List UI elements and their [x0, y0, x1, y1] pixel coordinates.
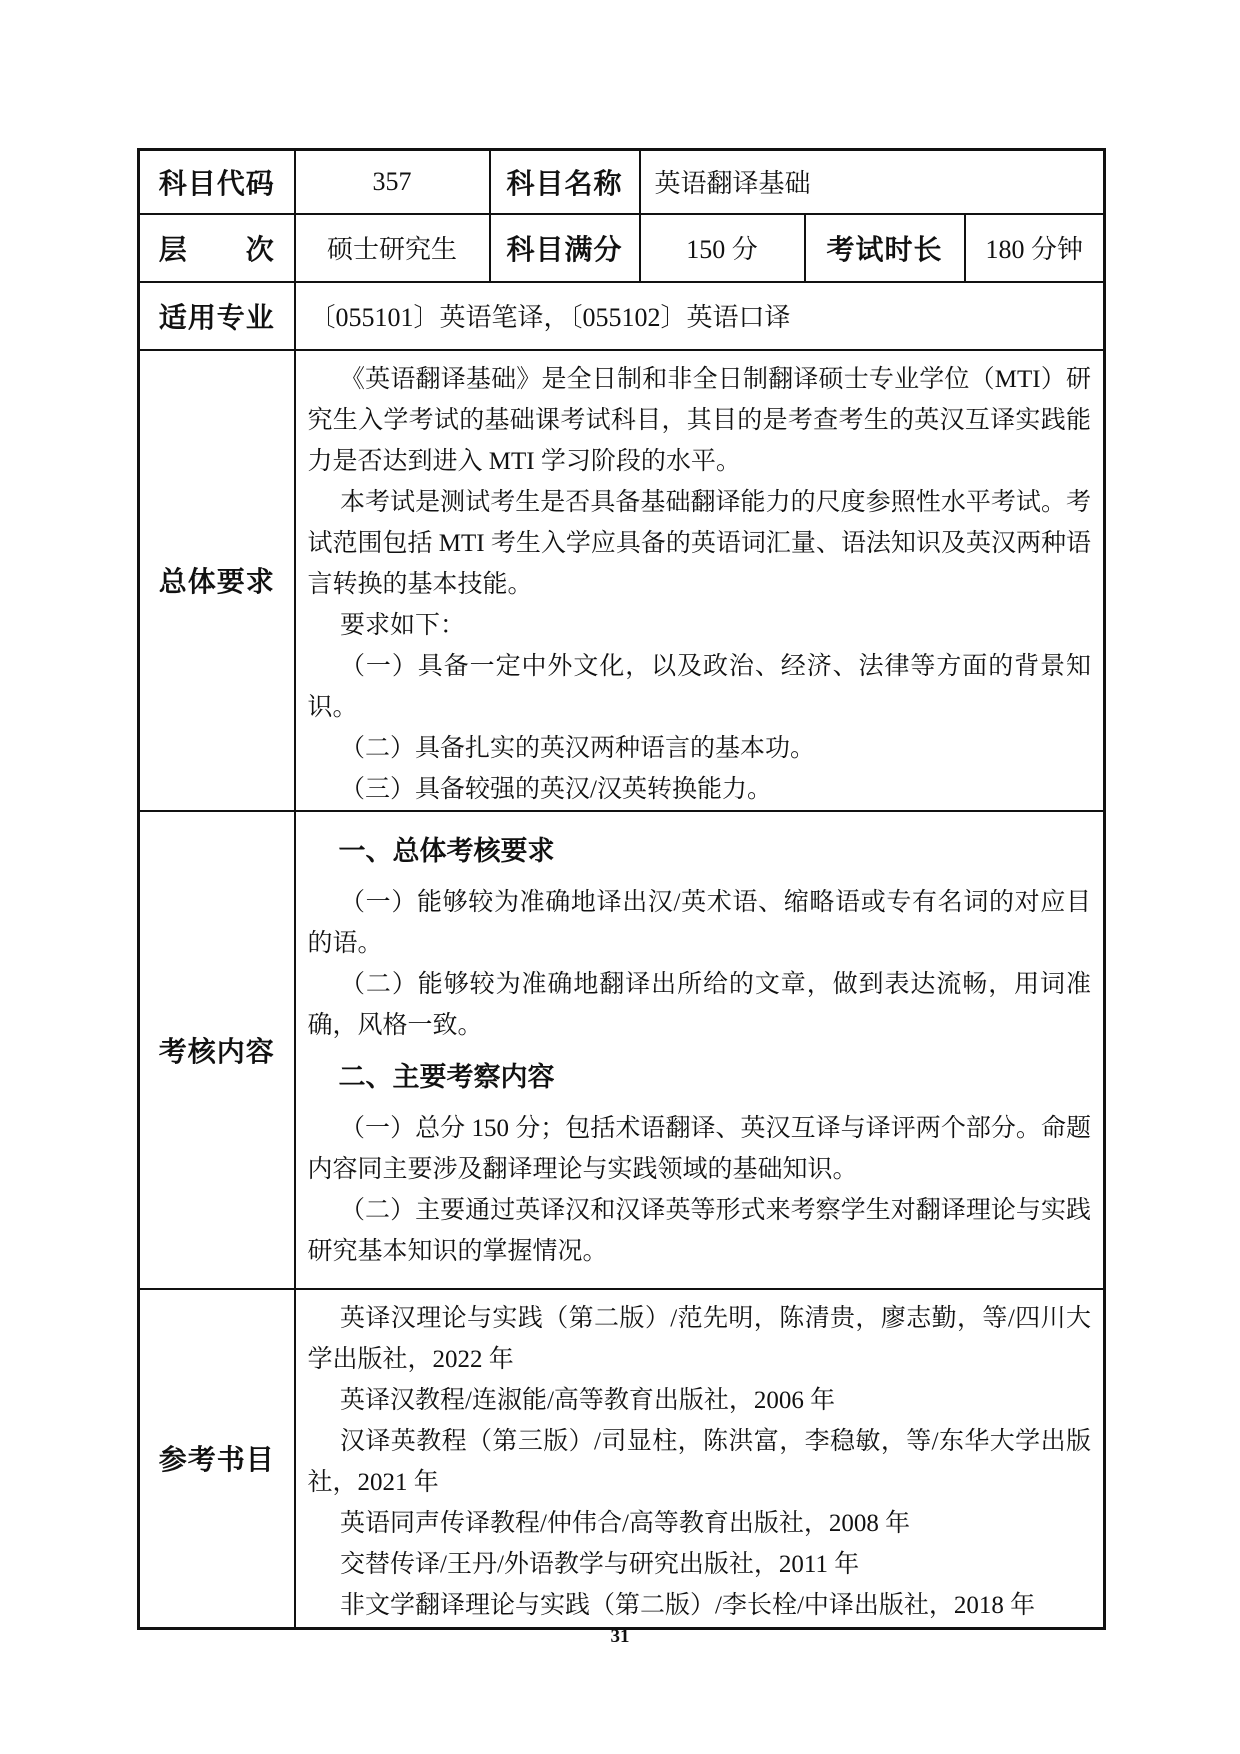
- level-value: 硕士研究生: [295, 214, 490, 282]
- reference-book-item: 非文学翻译理论与实践（第二版）/李长栓/中译出版社，2018 年: [340, 1591, 1036, 1619]
- overall-requirements-label: 总体要求: [139, 350, 295, 811]
- table-row: [139, 214, 1105, 282]
- reference-books-label: 参考书目: [139, 1289, 295, 1629]
- overall-requirements-paragraph: （二）具备扎实的英汉两种语言的基本功。: [340, 734, 816, 762]
- table-row: [139, 282, 1105, 350]
- subject-name-label: 科目名称: [490, 150, 640, 214]
- full-score-label: 科目满分: [490, 214, 640, 282]
- table-row: [139, 150, 1105, 214]
- overall-requirements-paragraph: 要求如下：: [340, 611, 466, 639]
- subject-code-value: 357: [295, 150, 490, 214]
- assessment-content-content: [295, 811, 1105, 1289]
- exam-duration-value: 180 分钟: [965, 214, 1105, 282]
- table-row: [139, 1289, 1105, 1629]
- level-label: 层 次: [139, 214, 295, 282]
- assessment-content-paragraph: （二）能够较为准确地翻译出所给的文章，做到表达流畅，用词准确，风格一致。: [307, 970, 1091, 1039]
- assessment-content-paragraph: （一）能够较为准确地译出汉/英术语、缩略语或专有名词的对应目的语。: [307, 888, 1091, 957]
- overall-requirements-content: [295, 350, 1105, 811]
- subject-name-value: 英语翻译基础: [640, 150, 1105, 214]
- overall-requirements-paragraph: （三）具备较强的英汉/汉英转换能力。: [340, 775, 772, 803]
- page-number: 31: [610, 1626, 630, 1647]
- reference-book-item: 英译汉教程/连淑能/高等教育出版社，2006 年: [340, 1386, 836, 1414]
- subject-code-label: 科目代码: [139, 150, 295, 214]
- reference-book-item: 英译汉理论与实践（第二版）/范先明，陈清贵，廖志勤，等/四川大学出版社，2022 年: [307, 1304, 1091, 1373]
- applicable-majors-label: 适用专业: [139, 282, 295, 350]
- syllabus-table: [137, 148, 1106, 1630]
- assessment-content-paragraph: 二、主要考察内容: [338, 1061, 555, 1092]
- full-score-value: 150 分: [640, 214, 805, 282]
- overall-requirements-paragraph: 《英语翻译基础》是全日制和非全日制翻译硕士专业学位（MTI）研究生入学考试的基础课考试科目，其目的是考查考生的英汉互译实践能力是否达到进入 MTI 学习阶段的水平。: [307, 365, 1091, 475]
- table-row: [139, 811, 1105, 1289]
- overall-requirements-paragraph: （一）具备一定中外文化，以及政治、经济、法律等方面的背景知识。: [307, 652, 1091, 721]
- exam-duration-label: 考试时长: [805, 214, 965, 282]
- assessment-content-paragraph: 一、总体考核要求: [338, 835, 555, 866]
- reference-books-content: [295, 1289, 1105, 1629]
- assessment-content-paragraph: （一）总分 150 分；包括术语翻译、英汉互译与译评两个部分。命题内容同主要涉及翻译理论与实践领域的基础知识。: [307, 1114, 1091, 1183]
- assessment-content-paragraph: （二）主要通过英译汉和汉译英等形式来考察学生对翻译理论与实践研究基本知识的掌握情况。: [307, 1196, 1091, 1265]
- applicable-majors-value: 〔055101〕英语笔译，〔055102〕英语口译: [295, 282, 1105, 350]
- table-row: [139, 350, 1105, 811]
- reference-book-item: 汉译英教程（第三版）/司显柱，陈洪富，李稳敏，等/东华大学出版社，2021 年: [307, 1427, 1091, 1496]
- overall-requirements-paragraph: 本考试是测试考生是否具备基础翻译能力的尺度参照性水平考试。考试范围包括 MTI 考生入学应具备的英语词汇量、语法知识及英汉两种语言转换的基本技能。: [307, 488, 1091, 598]
- assessment-content-label: 考核内容: [139, 811, 295, 1289]
- reference-book-item: 交替传译/王丹/外语教学与研究出版社，2011 年: [340, 1550, 860, 1578]
- reference-book-item: 英语同声传译教程/仲伟合/高等教育出版社，2008 年: [340, 1509, 911, 1537]
